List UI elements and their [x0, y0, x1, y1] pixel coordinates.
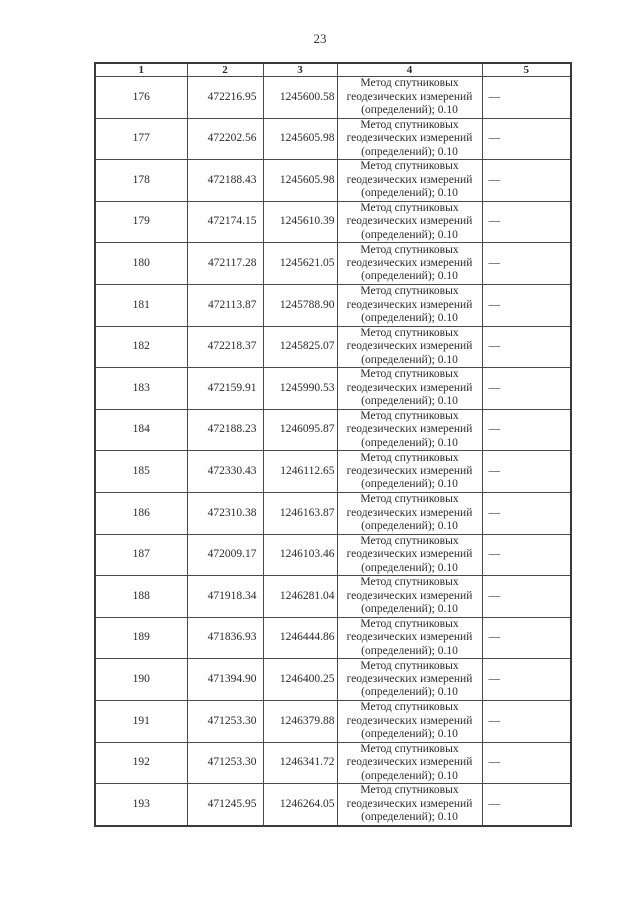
y-coordinate-cell: 1246379.88 — [263, 700, 337, 742]
method-line-1: Метод спутниковых — [360, 659, 459, 672]
y-coordinate-cell: 1246444.86 — [263, 617, 337, 659]
method-line-2: геодезических измерений — [346, 672, 473, 685]
method-line-1: Метод спутниковых — [360, 368, 459, 381]
y-coordinate-cell: 1246163.87 — [263, 492, 337, 534]
note-cell: — — [482, 243, 571, 285]
x-coordinate-cell: 471836.93 — [187, 617, 263, 659]
header-col-5: 5 — [482, 63, 571, 77]
y-coordinate-cell: 1245605.98 — [263, 118, 337, 160]
method-cell — [337, 742, 482, 784]
method-cell — [337, 77, 482, 119]
header-col-2: 2 — [187, 63, 263, 77]
table-row — [95, 659, 571, 701]
point-number-cell: 189 — [95, 617, 187, 659]
method-line-3: (определений); 0.10 — [361, 270, 458, 283]
note-cell: — — [482, 492, 571, 534]
note-cell: — — [482, 160, 571, 202]
method-line-3: (определений); 0.10 — [361, 811, 458, 824]
y-coordinate-cell: 1245788.90 — [263, 284, 337, 326]
method-line-2: геодезических измерений — [346, 589, 473, 602]
method-line-2: геодезических измерений — [346, 90, 473, 103]
table-row — [95, 77, 571, 119]
method-line-3: (определений); 0.10 — [361, 104, 458, 116]
method-line-1: Метод спутниковых — [360, 160, 459, 173]
x-coordinate-cell: 472009.17 — [187, 534, 263, 576]
method-line-3: (определений); 0.10 — [361, 727, 458, 740]
method-cell — [337, 284, 482, 326]
method-line-1: Метод спутниковых — [360, 118, 459, 131]
method-line-1: Метод спутниковых — [360, 742, 459, 755]
method-line-2: геодезических измерений — [346, 714, 473, 727]
point-number-cell: 185 — [95, 451, 187, 493]
point-number-cell: 179 — [95, 201, 187, 243]
x-coordinate-cell: 472117.28 — [187, 243, 263, 285]
x-coordinate-cell: 472188.43 — [187, 160, 263, 202]
method-line-3: (определений); 0.10 — [361, 145, 458, 158]
x-coordinate-cell: 472188.23 — [187, 409, 263, 451]
y-coordinate-cell: 1246281.04 — [263, 576, 337, 618]
method-cell — [337, 534, 482, 576]
method-cell — [337, 118, 482, 160]
point-number-cell: 193 — [95, 784, 187, 826]
method-line-2: геодезических измерений — [346, 256, 473, 269]
method-cell — [337, 492, 482, 534]
table-row — [95, 534, 571, 576]
y-coordinate-cell: 1245600.58 — [263, 77, 337, 119]
coordinates-table — [94, 62, 572, 827]
method-line-1: Метод спутниковых — [360, 285, 459, 298]
y-coordinate-cell: 1246112.65 — [263, 451, 337, 493]
method-line-3: (определений); 0.10 — [361, 436, 458, 449]
method-line-3: (определений); 0.10 — [361, 519, 458, 532]
x-coordinate-cell: 471253.30 — [187, 742, 263, 784]
method-line-1: Метод спутниковых — [360, 243, 459, 256]
x-coordinate-cell: 472113.87 — [187, 284, 263, 326]
table-row — [95, 451, 571, 493]
note-cell: — — [482, 118, 571, 160]
y-coordinate-cell: 1246341.72 — [263, 742, 337, 784]
x-coordinate-cell: 472218.37 — [187, 326, 263, 368]
table-row — [95, 160, 571, 202]
method-cell — [337, 243, 482, 285]
method-line-2: геодезических измерений — [346, 548, 473, 561]
method-line-2: геодезических измерений — [346, 756, 473, 769]
table-row — [95, 368, 571, 410]
point-number-cell: 177 — [95, 118, 187, 160]
table-header-row — [95, 63, 571, 77]
x-coordinate-cell: 472159.91 — [187, 368, 263, 410]
note-cell: — — [482, 77, 571, 119]
note-cell: — — [482, 451, 571, 493]
point-number-cell: 181 — [95, 284, 187, 326]
table-row — [95, 118, 571, 160]
method-line-2: геодезических измерений — [346, 464, 473, 477]
method-line-3: (определений); 0.10 — [361, 395, 458, 408]
method-cell — [337, 201, 482, 243]
method-cell — [337, 409, 482, 451]
method-line-1: Метод спутниковых — [360, 201, 459, 214]
table-row — [95, 700, 571, 742]
note-cell: — — [482, 326, 571, 368]
method-line-3: (определений); 0.10 — [361, 353, 458, 366]
method-line-2: геодезических измерений — [346, 381, 473, 394]
method-line-2: геодезических измерений — [346, 797, 473, 810]
point-number-cell: 178 — [95, 160, 187, 202]
note-cell: — — [482, 700, 571, 742]
method-cell — [337, 326, 482, 368]
point-number-cell: 184 — [95, 409, 187, 451]
y-coordinate-cell: 1245825.07 — [263, 326, 337, 368]
method-line-2: геодезических измерений — [346, 173, 473, 186]
method-line-1: Метод спутниковых — [360, 326, 459, 339]
method-line-1: Метод спутниковых — [360, 409, 459, 422]
y-coordinate-cell: 1245990.53 — [263, 368, 337, 410]
method-line-1: Метод спутниковых — [360, 451, 459, 464]
page-number: 23 — [313, 31, 327, 46]
method-line-2: геодезических измерений — [346, 631, 473, 644]
method-line-2: геодезических измерений — [346, 215, 473, 228]
y-coordinate-cell: 1245621.05 — [263, 243, 337, 285]
method-cell — [337, 576, 482, 618]
method-line-1: Метод спутниковых — [360, 701, 459, 714]
table-row — [95, 326, 571, 368]
note-cell: — — [482, 534, 571, 576]
method-cell — [337, 368, 482, 410]
method-line-3: (определений); 0.10 — [361, 228, 458, 241]
note-cell: — — [482, 368, 571, 410]
method-cell — [337, 617, 482, 659]
x-coordinate-cell: 472216.95 — [187, 77, 263, 119]
note-cell: — — [482, 576, 571, 618]
note-cell: — — [482, 284, 571, 326]
method-line-2: геодезических измерений — [346, 340, 473, 353]
table-row — [95, 576, 571, 618]
method-cell — [337, 700, 482, 742]
method-line-2: геодезических измерений — [346, 506, 473, 519]
y-coordinate-cell: 1246400.25 — [263, 659, 337, 701]
note-cell: — — [482, 409, 571, 451]
table-row — [95, 742, 571, 784]
header-col-3: 3 — [263, 63, 337, 77]
point-number-cell: 187 — [95, 534, 187, 576]
x-coordinate-cell: 471253.30 — [187, 700, 263, 742]
x-coordinate-cell: 472310.38 — [187, 492, 263, 534]
point-number-cell: 188 — [95, 576, 187, 618]
method-cell — [337, 659, 482, 701]
point-number-cell: 191 — [95, 700, 187, 742]
y-coordinate-cell: 1246103.46 — [263, 534, 337, 576]
method-cell — [337, 160, 482, 202]
x-coordinate-cell: 471245.95 — [187, 784, 263, 826]
method-line-3: (определений); 0.10 — [361, 686, 458, 699]
table-row — [95, 617, 571, 659]
method-cell — [337, 451, 482, 493]
point-number-cell: 183 — [95, 368, 187, 410]
note-cell: — — [482, 659, 571, 701]
method-line-3: (определений); 0.10 — [361, 311, 458, 324]
table-row — [95, 784, 571, 826]
method-line-1: Метод спутниковых — [360, 77, 459, 90]
y-coordinate-cell: 1245610.39 — [263, 201, 337, 243]
note-cell: — — [482, 201, 571, 243]
method-line-3: (определений); 0.10 — [361, 187, 458, 200]
y-coordinate-cell: 1246095.87 — [263, 409, 337, 451]
method-line-1: Метод спутниковых — [360, 784, 459, 797]
point-number-cell: 186 — [95, 492, 187, 534]
method-line-3: (определений); 0.10 — [361, 603, 458, 616]
method-line-1: Метод спутниковых — [360, 534, 459, 547]
method-cell — [337, 784, 482, 826]
method-line-1: Метод спутниковых — [360, 576, 459, 589]
point-number-cell: 192 — [95, 742, 187, 784]
point-number-cell: 182 — [95, 326, 187, 368]
method-line-3: (определений); 0.10 — [361, 644, 458, 657]
point-number-cell: 190 — [95, 659, 187, 701]
table-row — [95, 201, 571, 243]
table-body — [95, 77, 571, 826]
table-row — [95, 492, 571, 534]
note-cell: — — [482, 742, 571, 784]
table-row — [95, 284, 571, 326]
note-cell: — — [482, 617, 571, 659]
method-line-2: геодезических измерений — [346, 423, 473, 436]
method-line-3: (определений); 0.10 — [361, 478, 458, 491]
header-col-1: 1 — [95, 63, 187, 77]
point-number-cell: 176 — [95, 77, 187, 119]
x-coordinate-cell: 471394.90 — [187, 659, 263, 701]
header-col-4: 4 — [337, 63, 482, 77]
y-coordinate-cell: 1245605.98 — [263, 160, 337, 202]
method-line-2: геодезических измерений — [346, 298, 473, 311]
x-coordinate-cell: 472330.43 — [187, 451, 263, 493]
x-coordinate-cell: 472202.56 — [187, 118, 263, 160]
note-cell: — — [482, 784, 571, 826]
method-line-3: (определений); 0.10 — [361, 769, 458, 782]
y-coordinate-cell: 1246264.05 — [263, 784, 337, 826]
method-line-1: Метод спутниковых — [360, 493, 459, 506]
method-line-3: (определений); 0.10 — [361, 561, 458, 574]
method-line-2: геодезических измерений — [346, 132, 473, 145]
x-coordinate-cell: 472174.15 — [187, 201, 263, 243]
point-number-cell: 180 — [95, 243, 187, 285]
x-coordinate-cell: 471918.34 — [187, 576, 263, 618]
table-row — [95, 409, 571, 451]
table-row — [95, 243, 571, 285]
coordinates-table-container — [94, 62, 570, 827]
method-line-1: Метод спутниковых — [360, 617, 459, 630]
